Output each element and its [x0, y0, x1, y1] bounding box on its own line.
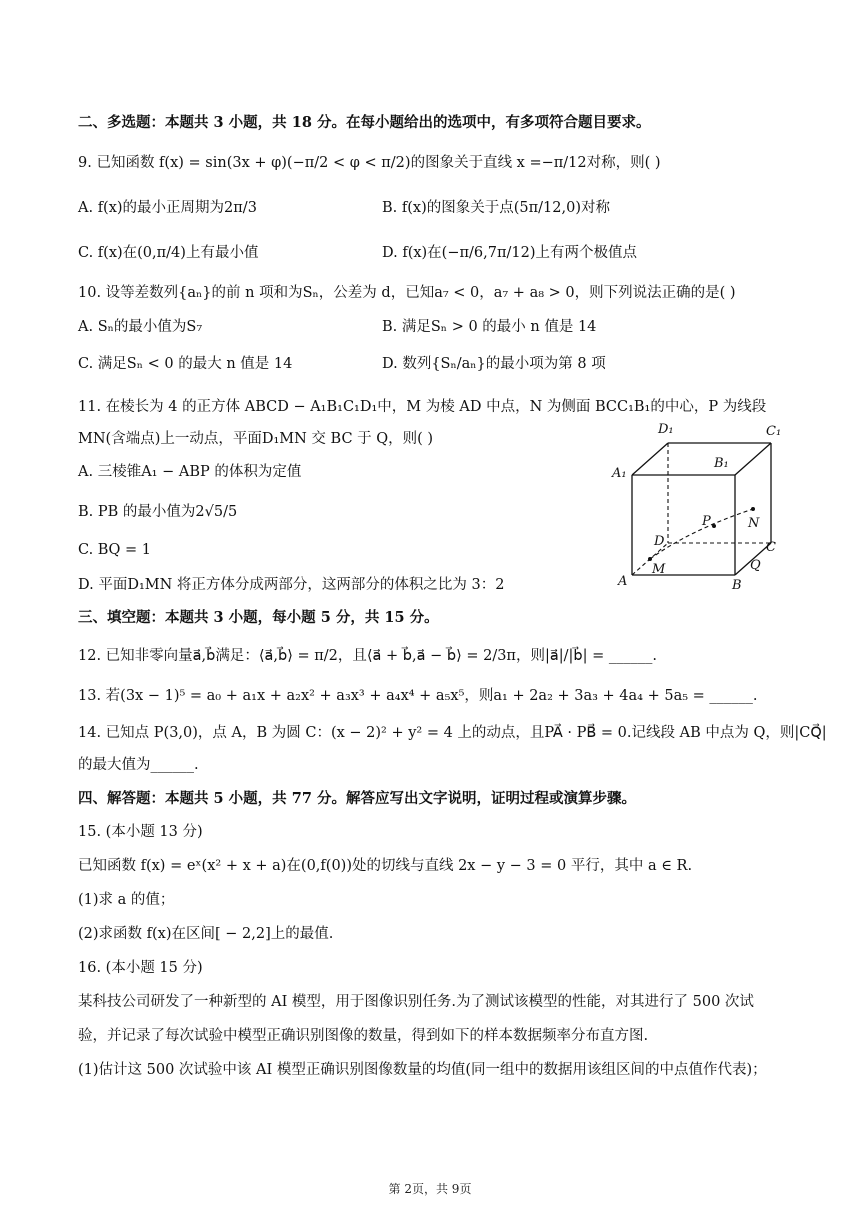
label-p: P [702, 514, 711, 529]
question-9-option-c: C. f(x)在(0,π/4)上有最小值 [78, 245, 259, 261]
question-12: 12. 已知非零向量a⃗,b⃗满足：⟨a⃗,b⃗⟩ = π/2，且⟨a⃗ + b⃗,a⃗ − b⃗⟩ = 2/3π，则|a⃗|/|b⃗| = ______. [78, 648, 657, 664]
label-c1: C₁ [766, 424, 782, 439]
point-n-dot [751, 507, 755, 511]
point-p-dot [712, 524, 716, 528]
question-11-stem-line-2: MN(含端点)上一动点，平面D₁MN 交 BC 于 Q，则( ) [78, 431, 434, 447]
label-d: D [654, 534, 665, 549]
page-footer: 第 2页，共 9页 [388, 1182, 472, 1196]
label-m: M [652, 562, 666, 577]
section-4-heading: 四、解答题：本题共 5 小题，共 77 分。解答应写出文字说明，证明过程或演算步骤。 [78, 790, 636, 807]
question-10-option-a: A. Sₙ的最小值为S₇ [78, 319, 203, 335]
label-a: A [618, 574, 628, 589]
question-15-part-2: (2)求函数 f(x)在区间[ − 2,2]上的最值. [78, 926, 334, 942]
question-10-option-c: C. 满足Sₙ < 0 的最大 n 值是 14 [78, 356, 293, 372]
point-m-dot [648, 557, 652, 561]
question-15-part-1: (1)求 a 的值； [78, 892, 175, 908]
question-9-option-d: D. f(x)在(−π/6,7π/12)上有两个极值点 [382, 245, 637, 261]
label-c: C [766, 540, 776, 555]
question-11-option-c: C. BQ = 1 [78, 542, 151, 558]
question-10-option-b: B. 满足Sₙ > 0 的最小 n 值是 14 [382, 319, 597, 335]
section-3-heading: 三、填空题：本题共 3 小题，每小题 5 分，共 15 分。 [78, 609, 439, 626]
question-14-line-2: 的最大值为______. [78, 757, 199, 773]
cube-figure [600, 415, 790, 595]
question-9-option-a: A. f(x)的最小正周期为2π/3 [78, 200, 257, 216]
label-b1: B₁ [714, 456, 729, 471]
label-d1: D₁ [658, 422, 674, 437]
label-n: N [748, 516, 760, 531]
question-15-body: 已知函数 f(x) = eˣ(x² + x + a)在(0,f(0))处的切线与直线 2x − y − 3 = 0 平行，其中 a ∈ R. [78, 858, 693, 874]
question-9-option-b: B. f(x)的图象关于点(5π/12,0)对称 [382, 200, 610, 216]
question-14-line-1: 14. 已知点 P(3,0)，点 A，B 为圆 C：(x − 2)² + y² = 4 上的动点，且PA⃗ · PB⃗ = 0.记线段 AB 中点为 Q，则|CQ⃗| [78, 725, 827, 741]
question-13: 13. 若(3x − 1)⁵ = a₀ + a₁x + a₂x² + a₃x³ + a₄x⁴ + a₅x⁵，则a₁ + 2a₂ + 3a₃ + 4a₄ + 5a₅ = ______. [78, 688, 758, 704]
label-b: B [732, 578, 742, 593]
section-2-heading: 二、多选题：本题共 3 小题，共 18 分。在每小题给出的选项中，有多项符合题目要求。 [78, 114, 651, 131]
question-16-title: 16. (本小题 15 分) [78, 960, 203, 976]
question-11-option-d: D. 平面D₁MN 将正方体分成两部分，这两部分的体积之比为 3：2 [78, 577, 505, 593]
question-11-option-a: A. 三棱锥A₁ − ABP 的体积为定值 [78, 464, 302, 480]
question-11-stem-line-1: 11. 在棱长为 4 的正方体 ABCD − A₁B₁C₁D₁中，M 为棱 AD 中点，N 为侧面 BCC₁B₁的中心，P 为线段 [78, 399, 767, 415]
question-10-option-d: D. 数列{Sₙ/aₙ}的最小项为第 8 项 [382, 356, 606, 372]
label-a1: A₁ [612, 466, 627, 481]
label-q: Q [750, 558, 761, 573]
question-16-body-line-2: 验，并记录了每次试验中模型正确识别图像的数量，得到如下的样本数据频率分布直方图. [78, 1028, 649, 1044]
question-16-part-1: (1)估计这 500 次试验中该 AI 模型正确识别图像数量的均值(同一组中的数据用该组区间的中点值作代表)； [78, 1062, 767, 1078]
question-10-stem: 10. 设等差数列{aₙ}的前 n 项和为Sₙ，公差为 d，已知a₇ < 0，a₇ + a₈ > 0，则下列说法正确的是( ) [78, 285, 736, 301]
question-11-option-b: B. PB 的最小值为2√5/5 [78, 504, 238, 520]
question-16-body-line-1: 某科技公司研发了一种新型的 AI 模型，用于图像识别任务.为了测试该模型的性能，对其进行了 500 次试 [78, 994, 754, 1010]
question-15-title: 15. (本小题 13 分) [78, 824, 203, 840]
question-9-stem: 9. 已知函数 f(x) = sin(3x + φ)(−π/2 < φ < π/2)的图象关于直线 x =−π/12对称，则( ) [78, 155, 661, 171]
